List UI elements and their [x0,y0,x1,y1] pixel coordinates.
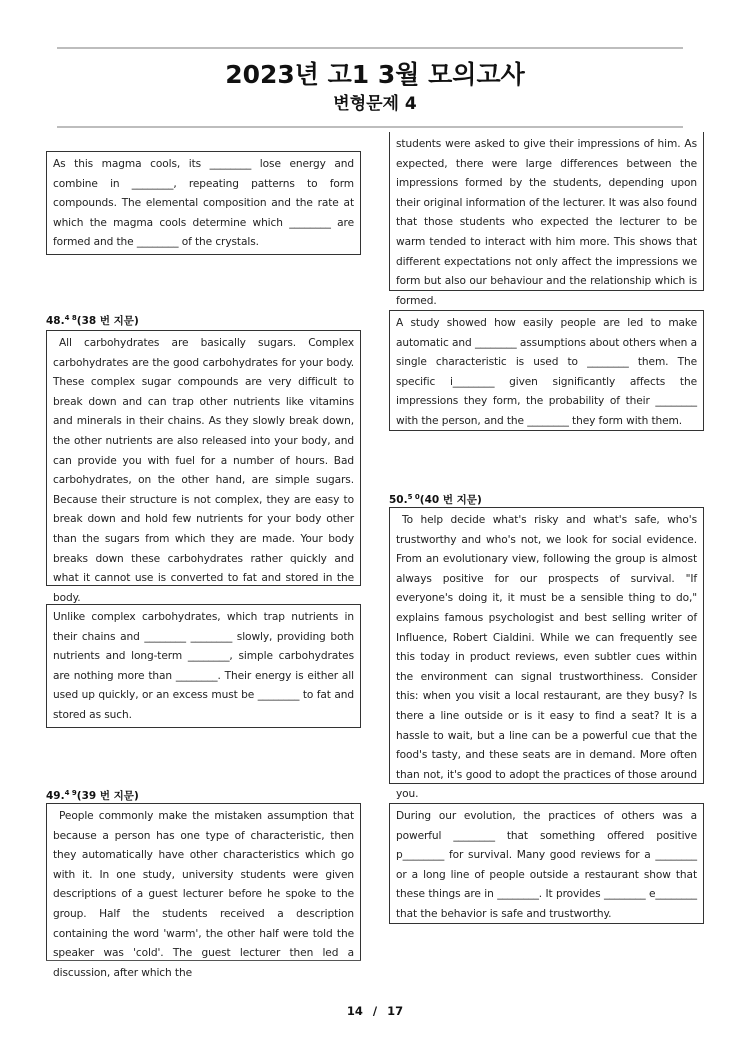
page-separator: / [372,1004,378,1018]
header-bottom-rule [57,126,683,128]
passage-text-49: People commonly make the mistaken assumption that because a person has one type of characteristic, then they automatically have other characteristics which go with it. In one study, university students were given descriptions of a guest lecturer before he spoke to the group. Half the students received a description containing the word 'warm', the other half were told the speaker was 'cold'. The guest lecturer then led a discussion, after which the [53,810,354,979]
summary-text-50: During our evolution, the practices of others was a powerful ________ that something offered positive p________ for survival. Many good reviews for a ________ or a long line of people outside a restaurant show that these things are in ________. It provides ________ e________ that the behavior is safe and trustworthy. [396,810,697,920]
page-number [0,1004,750,1018]
page-title: 2023년 고1 3월 모의고사 [225,60,525,89]
passage-box-50 [389,507,704,801]
page-current: 14 [346,1004,363,1018]
passage-box-49 [46,803,361,979]
summary-text-47: As this magma cools, its ________ lose energy and combine in ________, repeating patterns to form compounds. The elemental composition and the rate at which the magma cools determine which ________ are formed and the ________ of the crystals. [53,158,354,249]
header-top-rule [57,47,683,49]
question-label-48: 48.$^{4 8}$(38 번 지문) [46,314,139,327]
summary-text-49: A study showed how easily people are led to make automatic and ________ assumptions about others when a single characteristic is used to ________ them. The specific i________ given significantly affects the impressions they form, the probability of their ________ with the person, and the ________ they form with them. [396,317,697,427]
summary-text-48: Unlike complex carbohydrates, which trap nutrients in their chains and ________ ________ slowly, providing both nutrients and long-term ________, simple carbohydrates are nothing more than ________. Their energy is either all used up quickly, or an excess must be ________ to fat and stored as such. [53,611,354,721]
passage-box-48 [46,330,361,604]
page-subtitle: 변형문제 4 [333,94,417,114]
summary-box-47 [46,151,361,255]
question-label-49: 49.$^{4 9}$(39 번 지문) [46,789,139,802]
passage-text-48: All carbohydrates are basically sugars. Complex carbohydrates are the good carbohydrates for your body. These complex sugar compounds are very difficult to break down and can trap other nutrients like vitamins and minerals in their chains. As they slowly break down, the other nutrients are also released into your body, and can provide you with fuel for a number of hours. Bad carbohydrates, on the other hand, are simple sugars. Because their structure is not complex, they are easy to break down and hold few nutrients for your body other than the sugars from which they are made. Your body breaks down these carbohydrates rather quickly and what it cannot use is converted to fat and stored in the body. [53,337,354,604]
passage-text-50: To help decide what's risky and what's safe, who's trustworthy and who's not, we look for social evidence. From an evolutionary view, following the group is almost always positive for our prospects of survival. "If everyone's doing it, it must be a sensible thing to do," explains famous psychologist and best selling writer of Influence, Robert Cialdini. While we can frequently see this today in product reviews, even subtler cues within the environment can signal trustworthiness. Consider this: when you visit a local restaurant, are they busy? Is there a line outside or is it easy to find a seat? It is a hassle to wait, but a line can be a powerful cue that the food's tasty, and these seats are in demand. More often than not, it's good to adopt the practices of those around you. [396,514,697,801]
question-label-50: 50.$^{5 0}$(40 번 지문) [389,493,482,506]
summary-box-50 [389,803,704,924]
passage-text-49-continued: students were asked to give their impressions of him. As expected, there were large differences between the impressions formed by the students, depending upon their original information of the lecturer. It was also found that those students who expected the lecturer to be warm tended to interact with him more. This shows that different expectations not only affect the impressions we form but also our behaviour and the relationship which is formed. [396,138,697,307]
summary-box-48 [46,604,361,728]
summary-box-49 [389,310,704,431]
passage-box-49-continued [389,132,704,307]
page-total: 17 [387,1004,404,1018]
passage-box-49-bottom [46,960,361,961]
